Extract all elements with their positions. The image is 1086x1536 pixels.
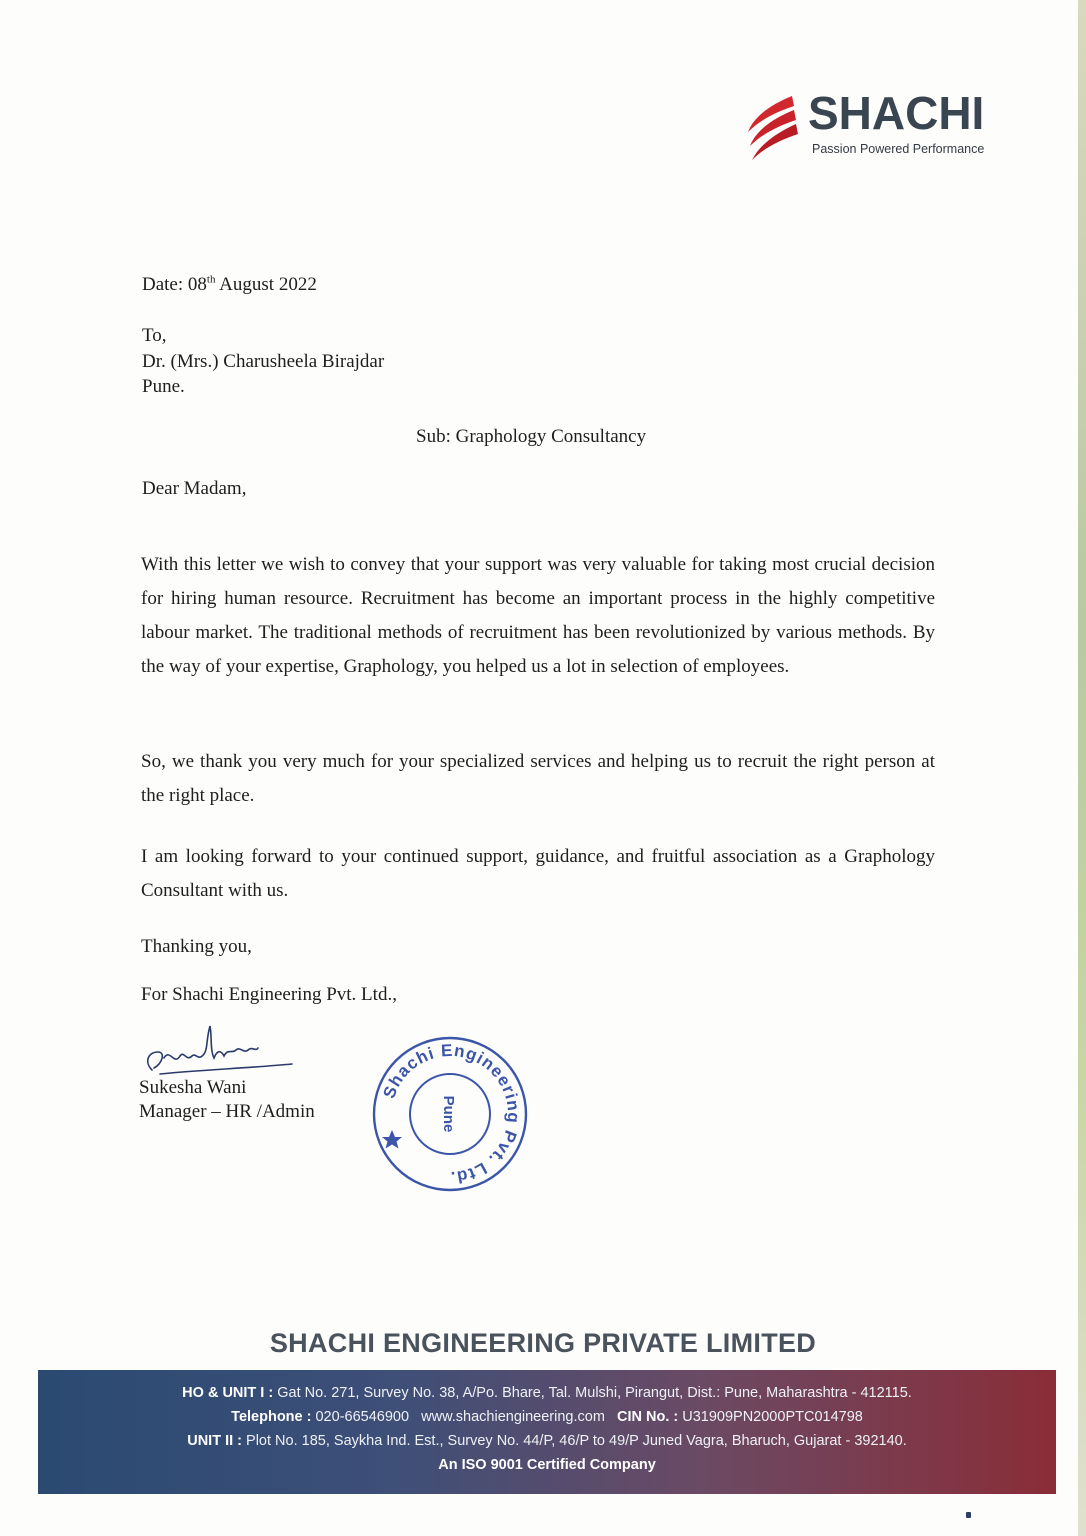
body-paragraph-2: So, we thank you very much for your specialized services and helping us to recruit the right person at the right place.: [141, 751, 935, 806]
letter-date: Date: 08th August 2022: [142, 273, 317, 295]
footer-address-band: [38, 1370, 1056, 1494]
footer-line-unit2: UNIT II : Plot No. 185, Saykha Ind. Est., Survey No. 44/P, 46/P to 49/P Juned Vagra, Bharuch, Gujarat - 392140.: [187, 1433, 907, 1449]
page-edge: [1078, 0, 1086, 1536]
footer-line-contact: Telephone : 020-66546900 www.shachiengineering.com CIN No. : U31909PN2000PTC014798: [231, 1409, 863, 1425]
address-to: To,: [142, 325, 167, 346]
body-paragraph-1: With this letter we wish to convey that your support was very valuable for taking most crucial decision for hiring human resource. Recruitment has become an important process in the highly competitive labour market. The traditional methods of recruitment has been revolutionized by various methods. By the way of your expertise, Graphology, you helped us a lot in selection of employees.: [141, 554, 935, 677]
closing: Thanking you,: [141, 936, 252, 957]
logo-wordmark: SHACHI: [808, 87, 985, 139]
svg-text:Shachi Engineering Pvt. Ltd.: Shachi Engineering Pvt. Ltd.: [379, 1040, 524, 1188]
signatory-name: Sukesha Wani: [139, 1077, 247, 1098]
recipient-name: Dr. (Mrs.) Charusheela Birajdar: [142, 351, 385, 372]
salutation: Dear Madam,: [142, 478, 247, 499]
handwritten-signature: [140, 1018, 300, 1078]
footer-iso: An ISO 9001 Certified Company: [438, 1457, 656, 1473]
footer-company-name: SHACHI ENGINEERING PRIVATE LIMITED: [269, 1328, 817, 1358]
recipient-city: Pune.: [142, 376, 185, 397]
logo-tagline: Passion Powered Performance: [812, 142, 985, 156]
signatory-title: Manager – HR /Admin: [139, 1101, 315, 1122]
company-stamp: [370, 1034, 530, 1194]
svg-text:Pune: Pune: [440, 1095, 457, 1133]
flame-logo-icon: [742, 92, 804, 162]
company-logo: [742, 87, 1012, 164]
for-company: For Shachi Engineering Pvt. Ltd.,: [141, 984, 397, 1005]
footer-line-ho: HO & UNIT I : Gat No. 271, Survey No. 38, A/Po. Bhare, Tal. Mulshi, Pirangut, Dist.: Pune, Maharashtra - 412115.: [182, 1385, 912, 1401]
letter-subject: Sub: Graphology Consultancy: [416, 426, 647, 447]
scan-mark: [966, 1512, 971, 1518]
body-paragraph-3: I am looking forward to your continued support, guidance, and fruitful association as a Graphology Consultant with us.: [141, 846, 935, 901]
footer-website[interactable]: www.shachiengineering.com: [421, 1409, 605, 1425]
